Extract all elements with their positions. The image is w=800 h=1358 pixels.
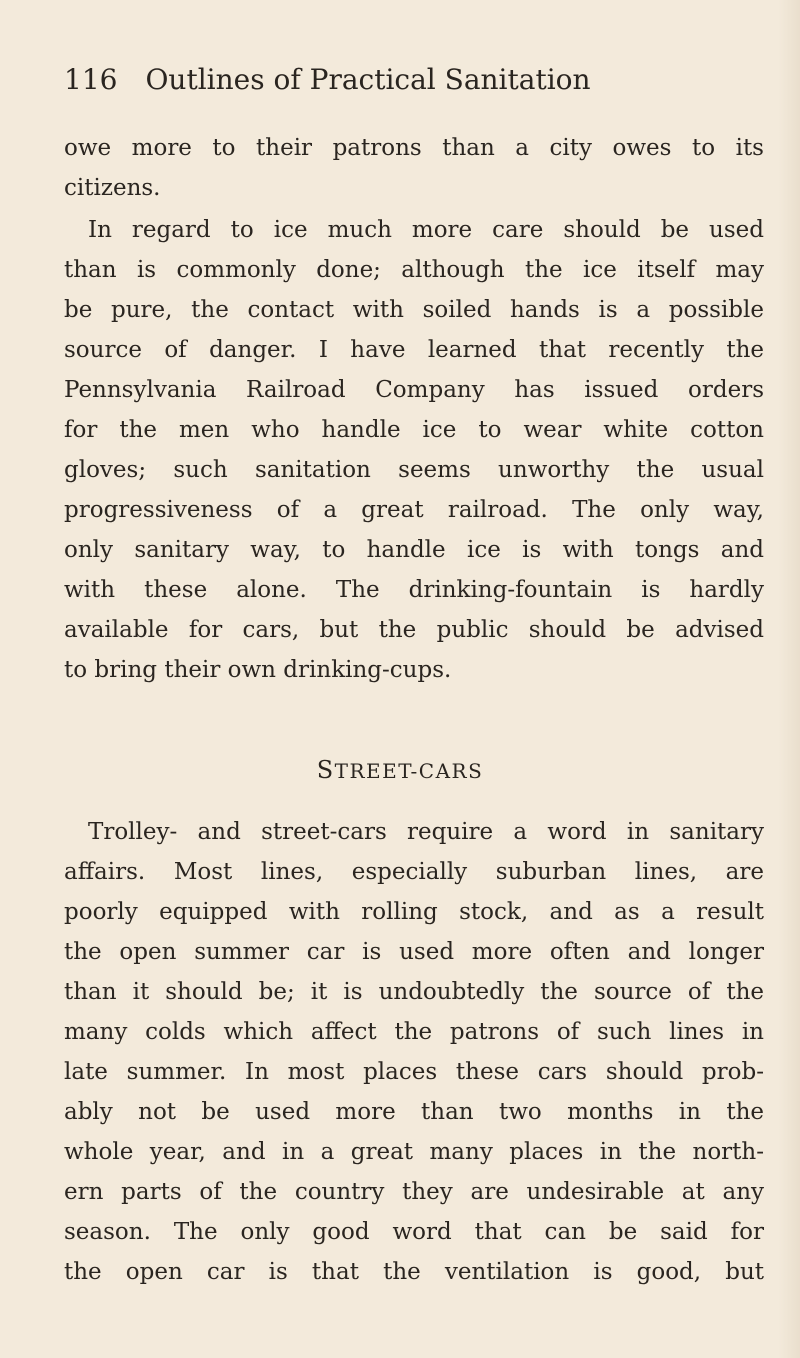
- text-line: season. The only good word that can be said for: [64, 1219, 764, 1245]
- text-line: source of danger. I have learned that recently the: [64, 337, 764, 363]
- text-line: Trolley- and street-cars require a word in sanitary: [88, 819, 764, 845]
- page-number: 116: [64, 63, 118, 96]
- text-line: be pure, the contact with soiled hands is a possible: [64, 297, 764, 323]
- text-line: owe more to their patrons than a city owes to its: [64, 135, 764, 161]
- text-line: In regard to ice much more care should be used: [88, 217, 764, 243]
- text-line: the open car is that the ventilation is good, but: [64, 1259, 764, 1285]
- page-header: [64, 58, 764, 102]
- text-line: with these alone. The drinking-fountain is hardly: [64, 577, 764, 603]
- text-line: gloves; such sanitation seems unworthy the usual: [64, 457, 764, 483]
- text-line: citizens.: [64, 175, 161, 201]
- text-line: poorly equipped with rolling stock, and as a result: [64, 899, 764, 925]
- text-line: late summer. In most places these cars should prob-: [64, 1059, 764, 1085]
- text-line: than is commonly done; although the ice itself may: [64, 257, 764, 283]
- text-line: the open summer car is used more often and longer: [64, 939, 764, 965]
- text-line: whole year, and in a great many places in the north-: [64, 1139, 764, 1165]
- text-line: to bring their own drinking-cups.: [64, 657, 452, 683]
- section-heading: STREET-CARS: [316, 756, 484, 784]
- running-title: Outlines of Practical Sanitation: [145, 63, 591, 96]
- text-line: only sanitary way, to handle ice is with tongs and: [64, 537, 764, 563]
- text-line: for the men who handle ice to wear white cotton: [64, 417, 764, 443]
- text-line: ern parts of the country they are undesirable at any: [64, 1179, 764, 1205]
- text-line: progressiveness of a great railroad. The only way,: [64, 497, 764, 523]
- text-line: available for cars, but the public should be advised: [64, 617, 764, 643]
- text-line: than it should be; it is undoubtedly the source of the: [64, 979, 764, 1005]
- text-line: Pennsylvania Railroad Company has issued orders: [64, 377, 764, 403]
- text-line: many colds which affect the patrons of such lines in: [64, 1019, 764, 1045]
- text-line: ably not be used more than two months in the: [64, 1099, 764, 1125]
- text-line: affairs. Most lines, especially suburban lines, are: [64, 859, 764, 885]
